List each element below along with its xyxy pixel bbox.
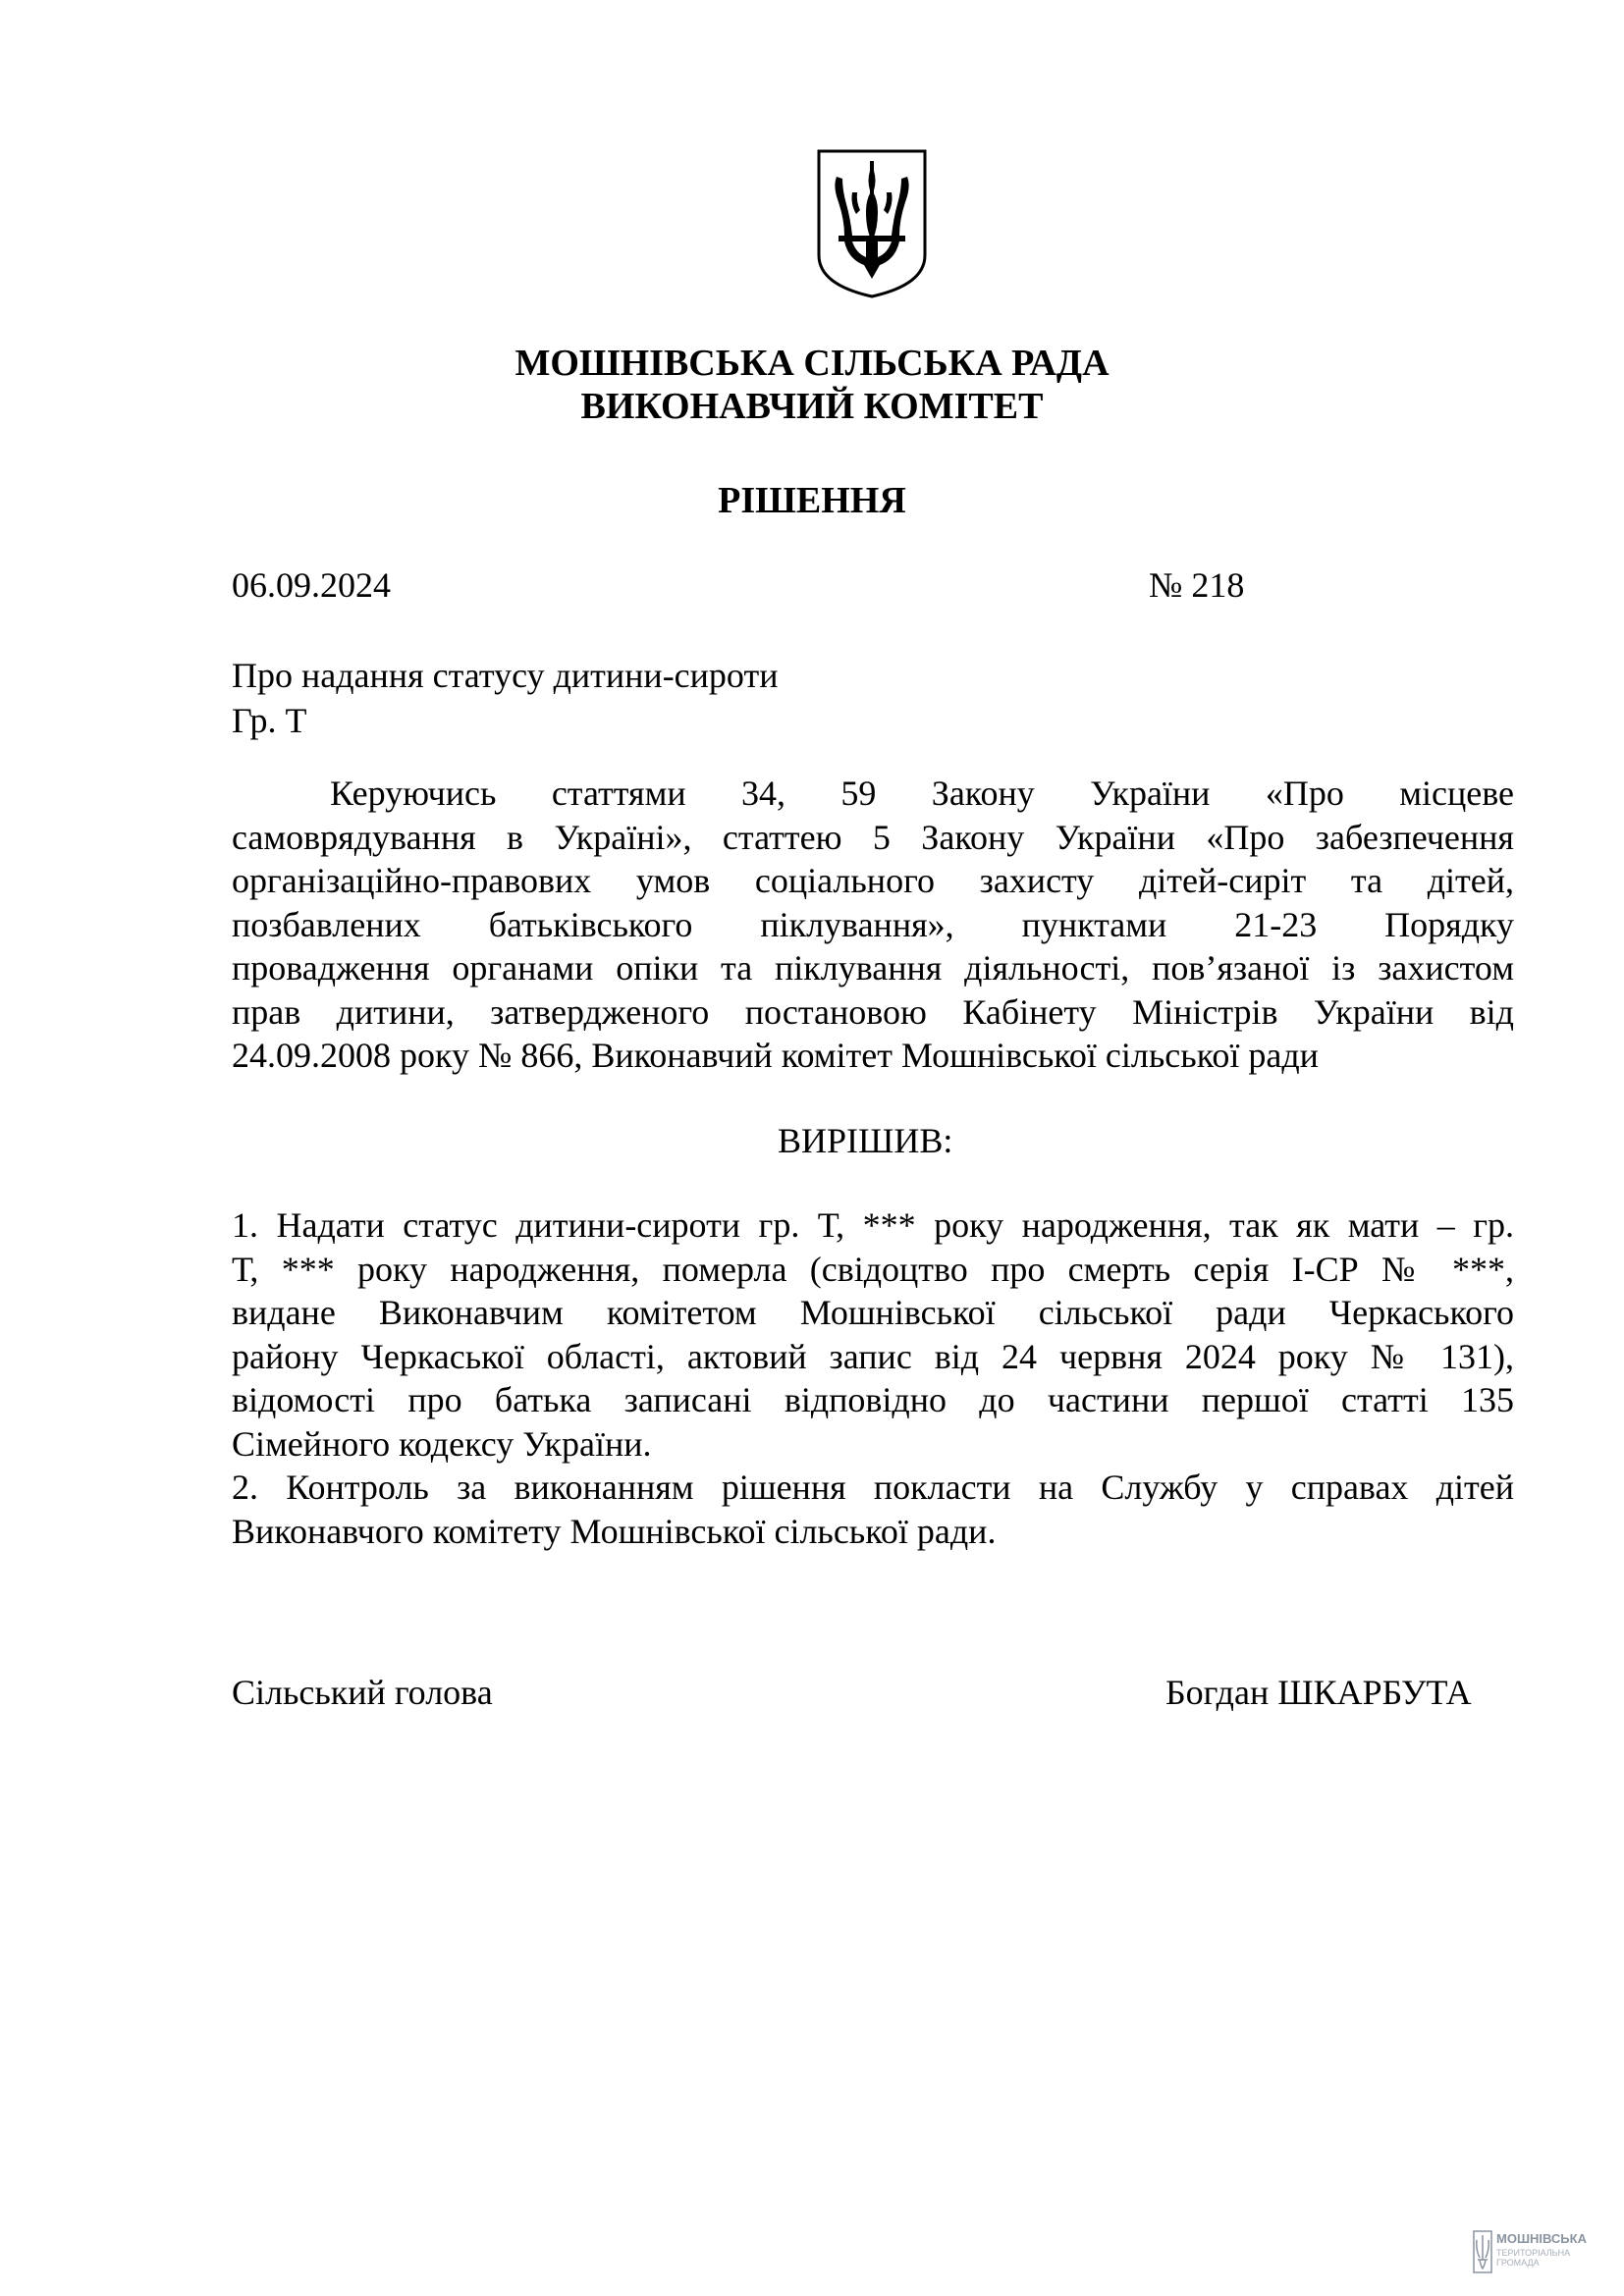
watermark-subtitle-line-2: ГРОМАДА: [1496, 2258, 1540, 2268]
signature-name: Богдан ШКАРБУТА: [1165, 1673, 1472, 1712]
preamble-line: Керуючись статтями 34, 59 Закону України «Про місцеве: [330, 774, 1514, 813]
decision-line: Виконавчого комітету Мошнівської сільської ради.: [232, 1511, 997, 1551]
preamble-line: 24.09.2008 року № 866, Виконавчий комітет Мошнівської сільської ради: [232, 1036, 1319, 1075]
watermark-subtitle-line-1: ТЕРИТОРІАЛЬНА: [1496, 2248, 1571, 2258]
preamble-line: провадження органами опіки та піклування діяльності, пов’язаної із захистом: [232, 948, 1514, 988]
decision-line: Сімейного кодексу України.: [232, 1423, 652, 1464]
watermark-subtitle: [1496, 2248, 1570, 2268]
preamble-line: самоврядування в Україні», статтею 5 Закону України «Про забезпечення: [232, 817, 1514, 857]
decision-line: 1. Надати статус дитини-сироти гр. Т, *** року народження, так як мати – гр.: [232, 1205, 1514, 1245]
decision-line: видане Виконавчим комітетом Мошнівської сільської ради Черкаського: [232, 1293, 1514, 1332]
subject-line-2: Гр. Т: [232, 701, 307, 740]
signature-position: Сільський голова: [232, 1673, 493, 1712]
council-name: МОШНІВСЬКА СІЛЬСЬКА РАДА: [514, 343, 1110, 384]
document-date: 06.09.2024: [232, 565, 391, 605]
resolved-heading: ВИРІШИВ:: [778, 1121, 953, 1160]
committee-name: ВИКОНАВЧИЙ КОМІТЕТ: [580, 386, 1044, 427]
document-number: № 218: [1149, 565, 1245, 605]
decision-line: Т, *** року народження, померла (свідоцтво про смерть серія І-СР № ***,: [232, 1249, 1514, 1289]
preamble-line: організаційно-правових умов соціального захисту дітей-сиріт та дітей,: [232, 861, 1514, 900]
document-type-title: РІШЕННЯ: [718, 480, 906, 521]
preamble-line: позбавлених батьківського піклування», пунктами 21-23 Порядку: [232, 904, 1514, 944]
trident-coat-of-arms-icon: [815, 147, 929, 299]
watermark-logo: [1473, 2230, 1600, 2275]
decision-line: 2. Контроль за виконанням рішення покласти на Службу у справах дітей: [232, 1468, 1514, 1507]
decision-line: району Черкаської області, актовий запис від 24 червня 2024 року № 131),: [232, 1336, 1514, 1376]
decision-line: відомості про батька записані відповідно до частини першої статті 135: [232, 1380, 1514, 1419]
subject-line-1: Про надання статусу дитини-сироти: [232, 656, 779, 695]
trident-logo-icon: [1473, 2230, 1492, 2273]
decision-items: [232, 1203, 1514, 1553]
watermark-title: МОШНІВСЬКА: [1496, 2231, 1587, 2246]
preamble-paragraph: [232, 772, 1514, 1078]
preamble-line: прав дитини, затвердженого постановою Кабінету Міністрів України від: [232, 991, 1514, 1032]
